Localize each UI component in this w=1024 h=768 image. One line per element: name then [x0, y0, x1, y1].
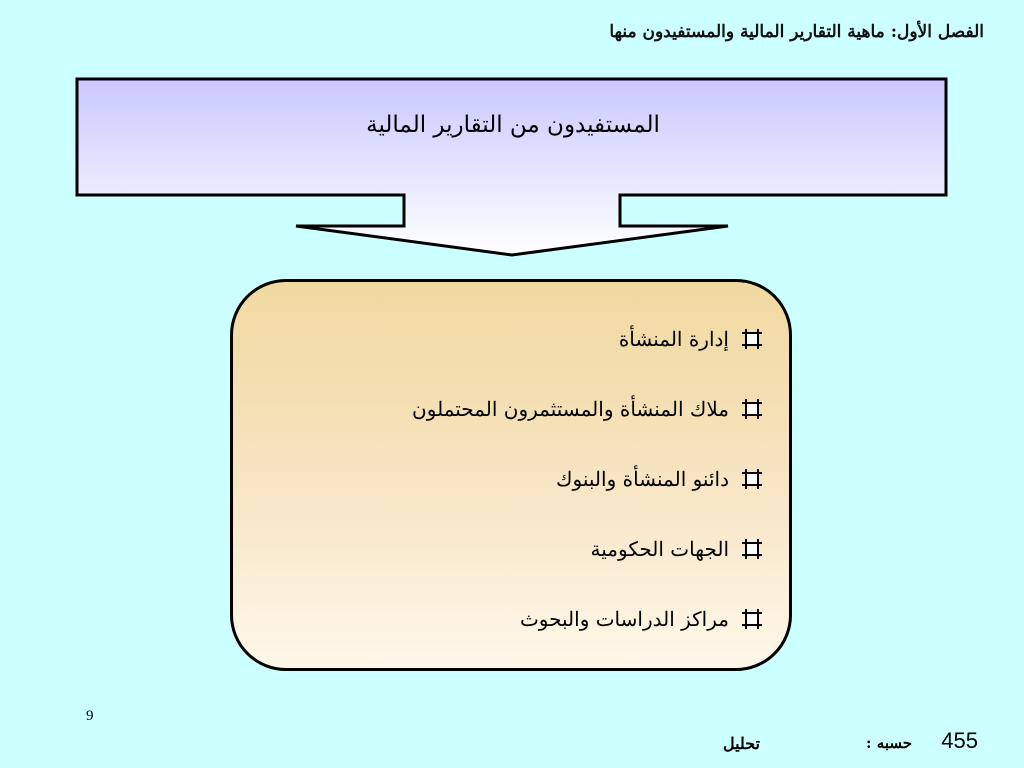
page-number: 9 [86, 708, 94, 724]
list-item [412, 444, 763, 514]
list-item-label: الجهات الحكومية [590, 537, 729, 561]
list-item-label: مراكز الدراسات والبحوث [519, 607, 729, 631]
list-item [412, 514, 763, 584]
square-bullet-icon [741, 608, 763, 630]
beneficiaries-box [230, 279, 792, 671]
list-item [412, 374, 763, 444]
list-item [412, 304, 763, 374]
down-arrow-banner [0, 0, 1024, 300]
footer-label: حسبه : [866, 734, 912, 752]
beneficiaries-list [412, 322, 763, 654]
list-item-label: دائنو المنشأة والبنوك [556, 467, 729, 491]
chapter-title: الفصل الأول: ماهية التقارير المالية والمستفيدون منها [609, 22, 984, 42]
list-item-label: ملاك المنشأة والمستثمرون المحتملون [412, 397, 729, 421]
square-bullet-icon [741, 398, 763, 420]
square-bullet-icon [741, 328, 763, 350]
footer-number: 455 [941, 728, 978, 753]
square-bullet-icon [741, 468, 763, 490]
footer-word: تحليل [722, 734, 760, 753]
square-bullet-icon [741, 538, 763, 560]
list-item [412, 584, 763, 654]
list-item-label: إدارة المنشأة [618, 327, 729, 351]
banner-title: المستفيدون من التقارير المالية [366, 112, 660, 138]
